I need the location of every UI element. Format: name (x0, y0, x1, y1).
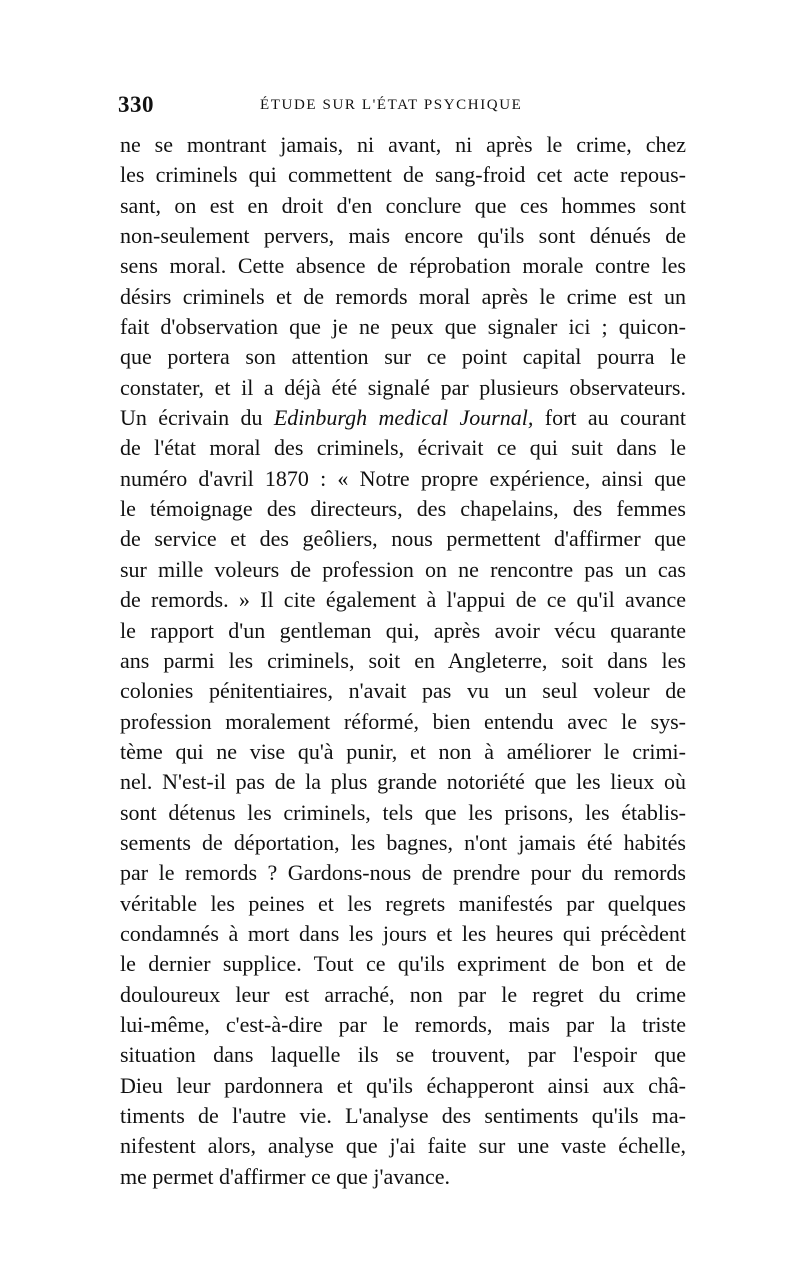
text-line: colonies pénitentiaires, n'avait pas vu un seul voleur de (120, 678, 686, 704)
text-line: que portera son attention sur ce point capital pourra le (120, 344, 686, 370)
text-line: le rapport d'un gentleman qui, après avoir vécu quarante (120, 617, 686, 643)
text-line: timents de l'autre vie. L'analyse des sentiments qu'ils ma- (120, 1103, 686, 1128)
body-text (120, 130, 686, 1192)
text-line-last: me permet d'affirmer ce que j'avance. (120, 1163, 451, 1189)
text-line: fait d'observation que je ne peux que signaler ici ; quicon- (120, 314, 686, 340)
text-line: le dernier supplice. Tout ce qu'ils expriment de bon et de (120, 951, 686, 977)
text-line: de l'état moral des criminels, écrivait ce qui suit dans le (120, 435, 686, 461)
text-segment: Un écrivain du (120, 405, 274, 431)
text-line: désirs criminels et de remords moral après le crime est un (120, 283, 686, 309)
text-line: sements de déportation, les bagnes, n'ont jamais été habités (120, 829, 686, 855)
text-line: le témoignage des directeurs, des chapelains, des femmes (120, 496, 686, 522)
text-line: sont détenus les criminels, tels que les prisons, les établis- (120, 799, 686, 825)
text-line: véritable les peines et les regrets manifestés par quelques (120, 890, 686, 916)
text-line: constater, et il a déjà été signalé par plusieurs observateurs. (120, 374, 686, 400)
text-line: sur mille voleurs de profession on ne rencontre pas un cas (120, 556, 686, 582)
text-line (120, 403, 686, 433)
text-line: douloureux leur est arraché, non par le regret du crime (120, 981, 686, 1007)
text-line: ans parmi les criminels, soit en Angleterre, soit dans les (120, 647, 686, 673)
text-line: ne se montrant jamais, ni avant, ni après le crime, chez (120, 132, 686, 157)
text-line: de remords. » Il cite également à l'appui de ce qu'il avance (120, 587, 686, 613)
text-line: les criminels qui commettent de sang-froid cet acte repous- (120, 162, 686, 188)
text-line: sens moral. Cette absence de réprobation morale contre les (120, 253, 686, 279)
text-line: sant, on est en droit d'en conclure que ces hommes sont (120, 192, 686, 218)
text-line: Dieu leur pardonnera et qu'ils échapperont ainsi aux châ- (120, 1072, 686, 1098)
page-number: 330 (118, 92, 154, 117)
text-line: situation dans laquelle ils se trouvent, par l'espoir que (120, 1042, 686, 1068)
text-segment: fort au courant (533, 405, 686, 431)
text-line: tème qui ne vise qu'à punir, et non à améliorer le crimi- (120, 738, 686, 764)
running-head: ÉTUDE SUR L'ÉTAT PSYCHIQUE (260, 97, 523, 113)
journal-title: Edinburgh medical Journal, (273, 405, 534, 431)
text-line: nel. N'est-il pas de la plus grande notoriété que les lieux où (120, 769, 686, 795)
text-line: condamnés à mort dans les jours et les heures qui précèdent (120, 920, 686, 946)
text-line: lui-même, c'est-à-dire par le remords, mais par la triste (120, 1011, 686, 1037)
text-line: par le remords ? Gardons-nous de prendre pour du remords (120, 860, 686, 886)
text-line: nifestent alors, analyse que j'ai faite sur une vaste échelle, (120, 1133, 686, 1159)
text-line: numéro d'avril 1870 : « Notre propre expérience, ainsi que (120, 465, 686, 491)
text-line: profession moralement réformé, bien entendu avec le sys- (120, 708, 686, 734)
text-line: non-seulement pervers, mais encore qu'ils sont dénués de (120, 223, 686, 249)
page-header (118, 92, 684, 122)
text-line: de service et des geôliers, nous permettent d'affirmer que (120, 526, 686, 552)
